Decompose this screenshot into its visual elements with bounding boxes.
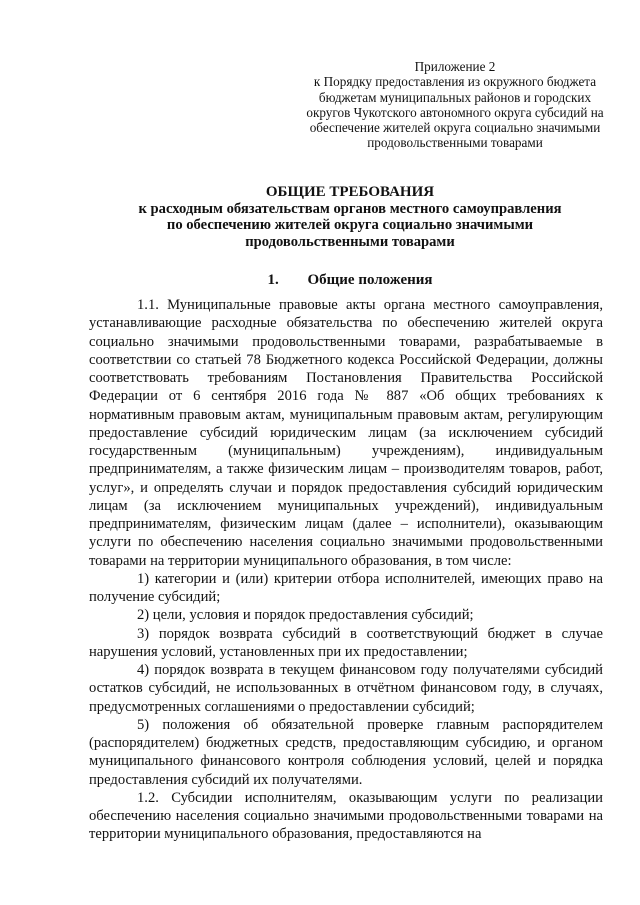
title-line: к расходным обязательствам органов местного самоуправления (138, 200, 562, 217)
section-title: Общие положения (307, 272, 433, 288)
list-item-1: 1) категории и (или) критерии отбора исполнителей, имеющих право на получение субсидий; (89, 570, 603, 605)
list-item-4: 4) порядок возврата в текущем финансовом году получателями субсидий остатков субсидий, не использованных в отчётном финансовом году, в случаях, предусмотренных соглашениями о предоставлении субсидий; (89, 662, 603, 715)
document-title (90, 184, 610, 250)
list-item-5: 5) положения об обязательной проверке главным распорядителем (распорядителем) бюджетных средств, предоставляющим субсидию, и органом муниципального финансового контроля соблюдения условий, целей и порядка предоставления субсидий их получателями. (89, 716, 603, 788)
appendix-line: продовольственными товарами (367, 135, 543, 151)
appendix-line: обеспечение жителей округа социально значимыми (309, 120, 601, 136)
title-line: продовольственными товарами (245, 233, 455, 250)
section-number: 1. (267, 272, 279, 288)
title-line: по обеспечению жителей округа социально значимыми (166, 217, 534, 234)
appendix-line: округов Чукотского автономного округа субсидий на (306, 104, 604, 120)
paragraph-1-2: 1.2. Субсидии исполнителям, оказывающим услуги по реализации обеспечению населения социально значимыми продовольственными товарами на территории муниципального образования, предоставляются на (89, 789, 603, 843)
list-item-2: 2) цели, условия и порядок предоставления субсидий; (137, 607, 474, 624)
paragraph-1-1: 1.1. Муниципальные правовые акты органа местного самоуправления, устанавливающие расходные обязательства по обеспечению жителей округа социально значимыми продовольственными товарами, разрабатываемые в соответствии со статьей 78 Бюджетного кодекса Российской Федерации, должны соответствовать требованиям Постановления Правительства Российской Федерации от 6 сентября 2016 года № 887 «Об общих требованиях к нормативным правовым актам, муниципальным правовым актам, регулирующим предоставление субсидий юридическим лицам (за исключением субсидий государственным (муниципальным) учреждениям), индивидуальным предпринимателям, а также физическим лицам – производителям товаров, работ, услуг», и определять случаи и порядок предоставления субсидий юридическим лицам (за исключением муниципальных учреждений), индивидуальным предпринимателям, физическим лицам (далее – исполнители), оказывающим услуги по обеспечению населения социально значимыми продовольственными товарами на территории муниципального образования, в том числе: (89, 297, 603, 569)
appendix-line: к Порядку предоставления из окружного бюджета (313, 74, 597, 90)
body-text (89, 296, 603, 844)
appendix-line: Приложение 2 (414, 59, 496, 74)
appendix-line: бюджетам муниципальных районов и городских (318, 89, 592, 105)
appendix-header (300, 59, 610, 151)
section-heading (90, 272, 610, 289)
list-item-3: 3) порядок возврата субсидий в соответствующий бюджет в случае нарушения условий, установленных при их предоставлении; (89, 625, 603, 660)
title-main: ОБЩИЕ ТРЕБОВАНИЯ (265, 184, 435, 200)
